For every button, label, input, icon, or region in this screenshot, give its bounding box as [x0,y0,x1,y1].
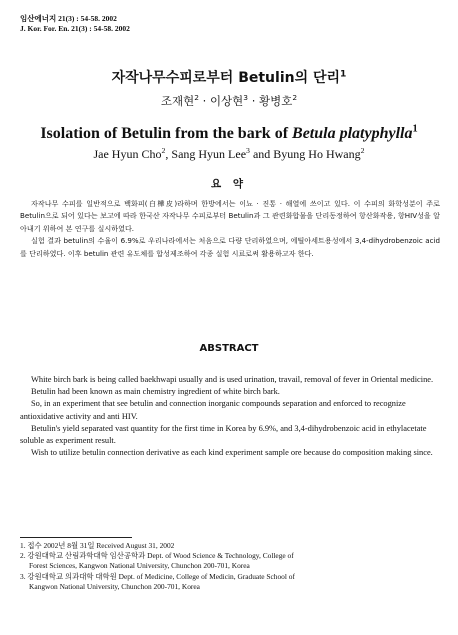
footnote-affiliation-3-continued: Kangwon National University, Chunchon 200-701, Korea [29,581,200,591]
korean-abstract-paragraph: 자작나무 수피를 일반적으로 백화피(白樺皮)라하며 한방에서는 이뇨 · 진통 · 해열에 쓰이고 있다. 이 수피의 화학성분이 주로 Betulin으로 되어 있다는 보고에 따라 한국산 자작나무 수피로부터 Betulin과 그 관련화합물을 단리동정하여 항산화작용, 항HIV성을 알아내기 위하여 본 연구를 실시하였다. [20,199,440,233]
journal-citation [20,14,130,34]
english-author-name: Sang Hyun Lee [171,147,247,161]
abstract-paragraph: So, in an experiment that see betulin and connection inorganic compounds separation and enforced to recognize antioxidative activity and anti HIV. [20,399,406,421]
english-title [0,125,458,143]
footnote-received: 1. 접수 2002년 8월 31일 Received August 31, 2002 [20,541,175,550]
footnote-affiliation-2-continued: Forest Sciences, Kangwon National University, Chunchon 200-701, Korea [29,561,250,571]
footnote-affiliation-2: 2. 강원대학교 산림과학대학 임산공학과 Dept. of Wood Science & Technology, College of [20,551,294,561]
abstract-body [20,374,440,459]
english-authors [0,147,458,162]
korean-title-footnote-mark: 1 [340,69,347,80]
korean-author-name: 조재현 [160,94,195,108]
korean-abstract-heading: 요 약 [211,178,247,190]
english-author-affiliation: 2 [161,146,166,155]
english-author-name: Byung Ho Hwang [273,147,361,161]
korean-author-separator: · [248,94,260,108]
footnote-affiliation-3: 3. 강원대학교 의과대학 대학원 Dept. of Medicine, College of Medicin, Graduate School of [20,571,295,581]
english-title-text: Isolation of Betulin from the bark of [40,125,293,142]
english-author-name: Jae Hyun Cho [93,147,162,161]
journal-citation-english: J. Kor. For. En. 21(3) : 54-58. 2002 [20,24,130,33]
korean-author-separator: · [198,94,210,108]
abstract-paragraph: Betulin had been known as main chemistry ingredient of white birch bark. [31,387,280,397]
author-and: and [249,147,274,161]
english-author-affiliation: 2 [360,146,365,155]
korean-author-affiliation: 2 [292,93,298,103]
abstract-heading: ABSTRACT [199,343,259,354]
korean-authors [0,93,458,109]
abstract-paragraph: White birch bark is being called baekhwapi usually and is used urination, travail, removal of fever in Oriental medicine. [31,375,434,384]
english-title-species: Betula platyphylla [292,125,413,142]
korean-abstract [20,198,440,260]
journal-citation-korean: 임산에너지 21(3) : 54-58. 2002 [20,14,117,23]
korean-author-affiliation: 3 [243,93,249,103]
english-author-affiliation: 3 [246,146,250,155]
footnote-divider [20,537,132,538]
korean-author-name: 황병호 [259,94,293,108]
korean-author-name: 이상현 [209,94,244,108]
abstract-paragraph: Betulin's yield separated vast quantity for the first time in Korea by 6.9%, and 3,4-dihydrobenzoic acid in ethylacetate soluble as experiment result. [20,423,427,446]
english-title-footnote-mark: 1 [412,123,418,135]
footnotes [20,541,450,592]
korean-author-affiliation: 2 [194,93,199,103]
korean-abstract-paragraph: 실험 결과 betulin의 수율이 6.9%로 우리나라에서는 처음으로 다량 단리하였으며, 에틸아세트용성에서 3,4-dihydrobenzoic acid를 단리하였다. 이후 betulin 관련 유도체를 합성제조하여 각종 실험 시료로써 활용하고자 한다. [20,236,440,258]
author-comma: , [165,147,172,161]
korean-title-text: 자작나무수피로부터 Betulin의 단리 [111,70,341,86]
abstract-paragraph: Wish to utilize betulin connection derivative as each kind experiment sample ore because do composition making since. [31,448,433,458]
korean-title [0,67,458,87]
